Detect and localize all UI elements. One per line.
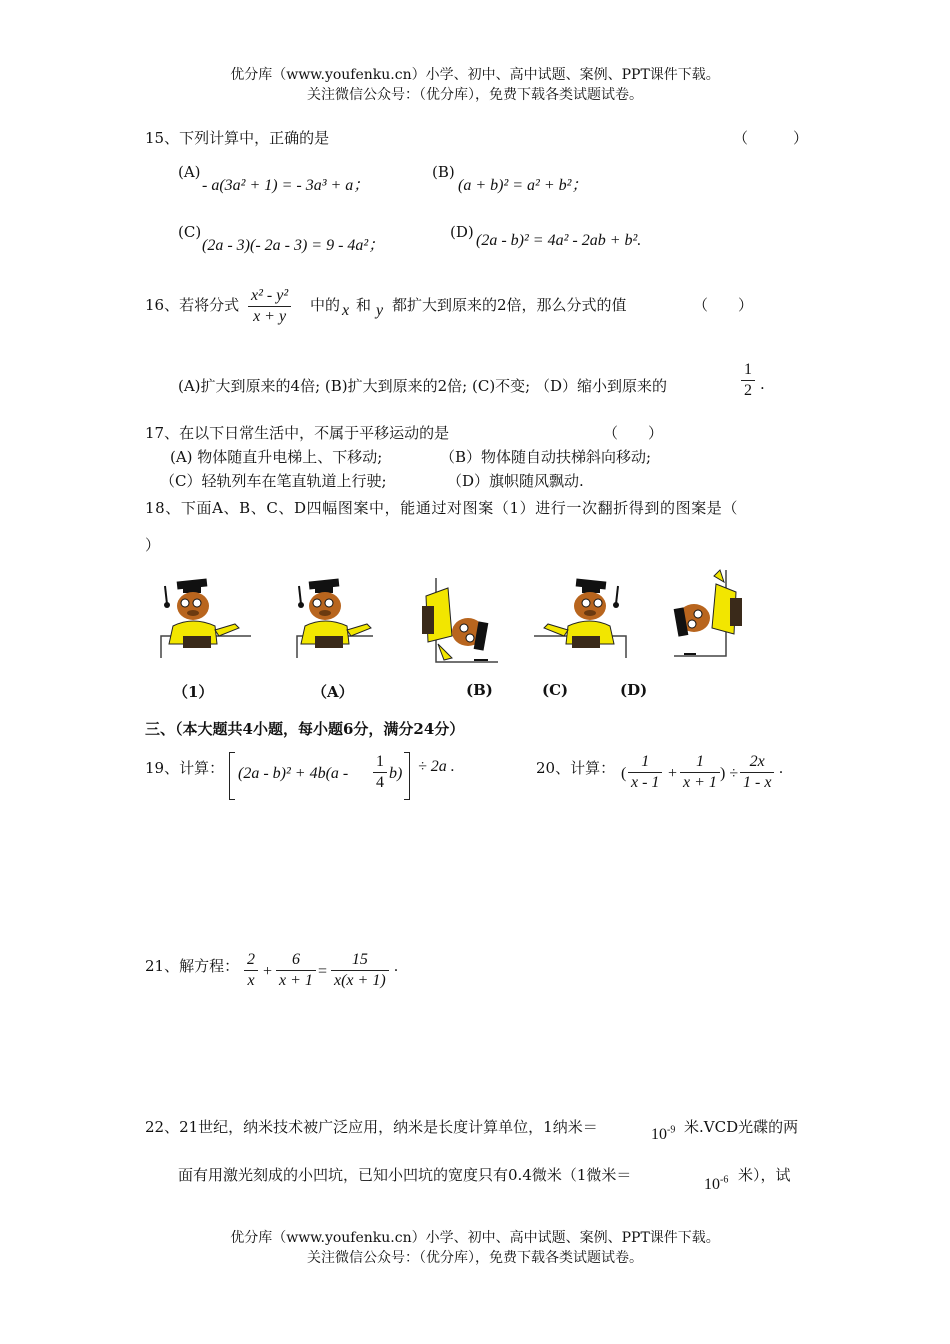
q20-end: . [779,760,783,777]
q16-stem-c: 和 [356,296,372,314]
q21-f3-num: 15 [331,950,389,971]
q15-b-label: (B) [432,163,455,181]
q17-opt-b: （B）物体随自动扶梯斜向移动; [440,448,652,466]
q16-frac-num: x² - y² [248,286,291,307]
footer-line-2: 关注微信公众号：（优分库），免费下载各类试题试卷。 [307,1250,643,1266]
q16-fraction [248,286,291,327]
q16-var-x: x [342,302,350,319]
q21-eq: = [318,963,328,980]
figure-b-label: (B) [466,681,493,699]
q15-b-expr: (a + b)² = a² + b²； [458,177,588,194]
figure-1-image [155,578,253,660]
q15-d-label: (D) [450,223,474,241]
q22-pow1-exp: -9 [667,1124,676,1136]
q21-end: . [394,958,398,975]
q15-d-expr: (2a - b)² = 4a² - 2ab + b². [476,232,642,249]
q22-pow2-base: 10 [704,1176,720,1193]
q16-half-fraction [741,360,755,401]
q16-half-den: 2 [744,382,752,399]
q16-end: . [760,375,765,393]
q15-a-label: (A) [178,163,201,181]
q20-f1-den: x - 1 [631,774,660,791]
q15-c-expr: (2a - 3)(- 2a - 3) = 9 - 4a²； [202,237,385,254]
q20-frac-3 [740,752,774,793]
q22-pow1-base: 10 [651,1126,667,1143]
figure-1-label: （1） [173,683,214,701]
q20-f2-den: x + 1 [683,774,717,791]
q22-power-2 [704,1176,728,1194]
q22-line2-a: 面有用激光刻成的小凹坑，已知小凹坑的宽度只有0.4微米（1微米＝ [178,1166,632,1184]
q22-line1-a: 22、21世纪，纳米技术被广泛应用，纳米是长度计算单位，1纳米＝ [145,1118,598,1136]
q21-frac-3 [331,950,389,991]
q16-options: (A)扩大到原来的4倍; (B)扩大到原来的2倍; (C)不变; （D）缩小到原来的 [178,377,668,395]
q20-open: ( [621,765,627,782]
q22-line2-b: 米），试 [738,1166,791,1184]
q17-opt-c: （C）轻轨列车在笔直轨道上行驶; [160,472,387,490]
q21-label: 21、解方程： [145,957,240,975]
q16-stem-d: 都扩大到原来的2倍，那么分式的值 [392,296,627,314]
section-3-title: 三、（本大题共4小题，每小题6分，满分24分） [145,720,465,738]
footer-line-1: 优分库（www.youfenku.cn）小学、初中、高中试题、案例、PPT课件下载。 [230,1230,720,1246]
figure-b-image [418,576,500,666]
q19-frac-den: 4 [376,774,384,791]
q19-expr-a: (2a - b)² + 4b(a - [238,765,349,782]
q18-stem-end: ） [145,536,161,554]
q15-stem: 15、下列计算中，正确的是 [145,129,330,147]
q15-blank: （ ） [733,129,809,147]
figure-a-image [293,578,375,660]
q16-stem-a: 16、若将分式 [145,296,240,314]
q18-stem: 18、下面A、B、C、D四幅图案中，能通过对图案（1）进行一次翻折得到的图案是（ [145,499,738,517]
q17-opt-d: （D）旗帜随风飘动. [447,472,584,490]
q21-f2-num: 6 [276,950,316,971]
q22-pow2-exp: -6 [720,1174,729,1186]
q16-blank: （ ） [693,296,754,314]
q21-f1-den: x [247,972,255,989]
q19-right-bracket [404,752,410,800]
q20-plus: + [668,765,678,782]
q20-f3-den: 1 - x [743,774,772,791]
q22-line1-b: 米.VCD光碟的两 [684,1118,799,1136]
q20-close: ) ÷ [720,765,739,782]
header-line-1: 优分库（www.youfenku.cn）小学、初中、高中试题、案例、PPT课件下载。 [230,67,720,83]
q16-frac-den: x + y [253,308,287,325]
q21-frac-1 [244,950,258,991]
q19-expr-b: b) [389,765,403,782]
q16-var-y: y [376,302,384,319]
q16-stem-b: 中的 [310,296,341,314]
q15-a-expr: - a(3a² + 1) = - 3a³ + a； [202,177,370,194]
q22-power-1 [651,1126,675,1144]
figure-c-image [530,578,630,660]
q20-frac-2 [680,752,720,793]
q20-f3-num: 2x [740,752,774,773]
q20-f2-num: 1 [680,752,720,773]
q20-label: 20、计算： [536,759,616,777]
q19-label: 19、计算： [145,759,225,777]
q21-f1-num: 2 [244,950,258,971]
q20-f1-num: 1 [628,752,662,773]
q15-c-label: (C) [178,223,202,241]
q16-half-num: 1 [741,360,755,381]
q19-div: ÷ 2a . [418,758,455,775]
q21-f2-den: x + 1 [279,972,313,989]
q19-frac-num: 1 [373,752,387,773]
figure-d-label: (D) [620,681,648,699]
q21-f3-den: x(x + 1) [334,972,386,989]
figure-d-image [664,568,746,660]
figure-a-label: （A） [312,683,354,701]
figure-c-label: (C) [542,681,569,699]
q19-left-bracket [229,752,235,800]
q17-blank: （ ） [603,424,664,442]
q17-opt-a: (A) 物体随直升电梯上、下移动; [170,448,383,466]
q19-fraction [373,752,387,793]
header-line-2: 关注微信公众号：（优分库），免费下载各类试题试卷。 [307,87,643,103]
q21-frac-2 [276,950,316,991]
q20-frac-1 [628,752,662,793]
q17-stem: 17、在以下日常生活中，不属于平移运动的是 [145,424,450,442]
q21-plus: + [263,963,273,980]
